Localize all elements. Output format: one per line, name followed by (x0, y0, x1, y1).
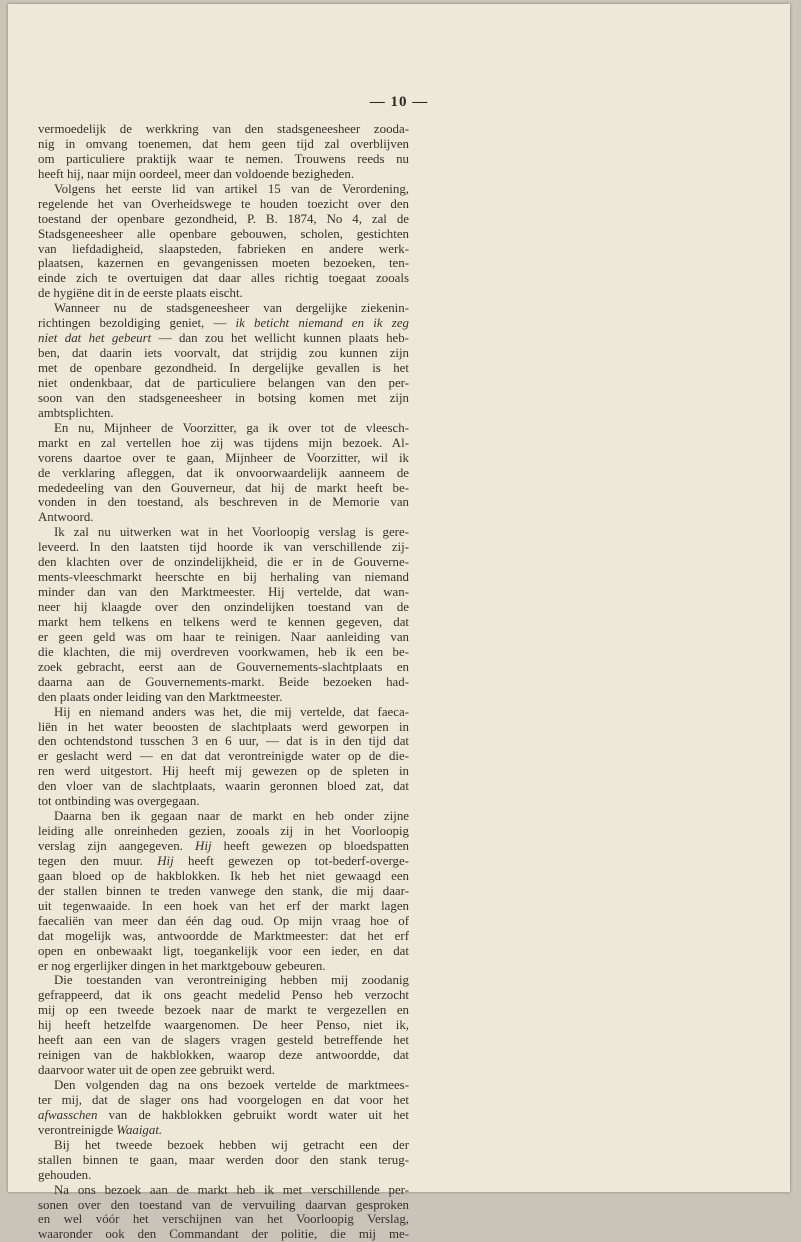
text-line (38, 1093, 409, 1108)
line-text: er geen geld was om haar te reinigen. Naar aanleiding van (38, 629, 409, 644)
line-text: tegen den muur. (38, 853, 143, 868)
line-text: mededeeling van den Gouverneur, dat hij de markt heeft be- (38, 480, 409, 495)
line-text: Ik zal nu uitwerken wat in het Voorloopig verslag is gere- (54, 525, 409, 540)
line-text: markt hem telkens en telkens werd te kennen gegeven, dat (38, 614, 409, 629)
line-text: den plaats onder leiding van den Marktmeester. (38, 689, 283, 704)
text-line (38, 899, 409, 914)
line-text: den vloer van de slachtplaats, waarin geronnen bloed zat, dat (38, 779, 409, 794)
line-text: hij heeft hetzelfde waargenomen. De heer Penso, niet ik, (38, 1018, 409, 1033)
text-line (38, 1003, 409, 1018)
line-text: om particuliere praktijk waar te nemen. Trouwens reeds nu (38, 151, 409, 166)
line-text: Die toestanden van verontreiniging hebben mij zoodanig (54, 973, 409, 988)
text-line (38, 794, 409, 809)
text-line (38, 1227, 409, 1242)
line-text: Na ons bezoek aan de markt heb ik met verschillende per- (54, 1182, 409, 1197)
line-text: en wel vóór het verschijnen van het Voorloopig Verslag, (38, 1212, 409, 1227)
line-text: Wanneer nu de stadsgeneesheer van dergelijke ziekenin- (54, 301, 409, 316)
line-text: toestand der openbare gezondheid, P. B. 1874, No 4, zal de (38, 211, 409, 226)
text-line (38, 1153, 409, 1168)
line-text: daarna aan de Gouvernements-markt. Beide bezoeken had- (38, 674, 409, 689)
emphasis-text: afwasschen (38, 1107, 98, 1122)
text-line (38, 167, 409, 182)
line-text: minder dan van den Marktmeester. Hij vertelde, dat wan- (38, 585, 409, 600)
line-text: die klachten, die mij overdreven voorkwamen, heb ik een be- (38, 644, 409, 659)
line-text: verslag zijn aangegeven. (38, 839, 183, 853)
text-line (38, 510, 409, 525)
text-line (38, 436, 409, 451)
line-text: leiding alle onreinheden gezien, zooals zij in het Voorloopig (38, 824, 409, 839)
text-line (38, 1018, 409, 1033)
line-text: ter mij, dat de slager ons had voorgelogen en dat voor het (38, 1092, 409, 1107)
body-text (38, 122, 409, 1242)
text-line (38, 495, 409, 510)
text-line (38, 152, 409, 167)
text-line (38, 1138, 409, 1153)
text-line (38, 256, 409, 271)
text-line (38, 585, 409, 600)
line-text: faecaliën van meer dan één dag oud. Op mijn vraag hoe of (38, 913, 409, 928)
text-line (38, 242, 409, 257)
text-line (38, 481, 409, 496)
line-text: de verklaring afleggen, dat ik onvoorwaardelijk aanneem de (38, 465, 409, 480)
line-text: ben, dat daarin iets voorvalt, dat strijdig zou kunnen zijn (38, 346, 409, 361)
emphasis-text: ik beticht niemand en ik zeg (235, 316, 409, 331)
text-line (38, 1123, 409, 1138)
line-text: vermoedelijk de werkkring van den stadsgeneesheer zooda- (38, 122, 409, 136)
line-text: liën in het water beoosten de slachtplaats werd geworpen in (38, 719, 409, 734)
line-text: Den volgenden dag na ons bezoek vertelde de marktmees- (54, 1078, 409, 1092)
text-line (38, 1078, 409, 1093)
line-text: vonden in den toestand, als beschreven in de Memorie van (38, 495, 409, 510)
line-text: Bij het tweede bezoek hebben wij getracht een der (54, 1137, 409, 1152)
line-text: dat mogelijk was, antwoordde de Marktmeester: dat het erf (38, 928, 409, 943)
line-text: met de openbare gezondheid. In dergelijke gevallen is het (38, 361, 409, 375)
text-line (38, 600, 409, 615)
line-text: nig in omvang toenemen, dat hem geen tijd zal overblijven (38, 136, 409, 151)
text-line (38, 1048, 409, 1063)
text-line (38, 137, 409, 152)
line-text: de hygiëne dit in de eerste plaats eischt. (38, 286, 243, 301)
emphasis-text: Hij (195, 839, 212, 853)
text-line (38, 764, 409, 779)
line-text: ments-vleeschmarkt heerschte en bij herhaling van niemand (38, 570, 409, 585)
line-text: plaatsen, kazernen en gevangenissen moeten bezoeken, ten- (38, 256, 409, 271)
text-line (38, 391, 409, 406)
text-line (38, 1063, 409, 1078)
line-text: tot ontbinding was overgegaan. (38, 794, 200, 809)
text-line (38, 182, 409, 197)
text-line (38, 1212, 409, 1227)
page-number: — 10 — (369, 94, 429, 110)
line-text: — dan zou het wellicht kunnen plaats heb- (158, 331, 409, 346)
text-line (38, 630, 409, 645)
line-text: er geslacht werd — en dat dat verontreinigde water op de die- (38, 749, 409, 764)
line-text: Stadsgeneesheer alle openbare gebouwen, scholen, gestichten (38, 226, 409, 241)
text-line (38, 869, 409, 884)
text-line (38, 959, 409, 974)
text-line (38, 749, 409, 764)
text-line (38, 122, 409, 137)
text-line (38, 540, 409, 555)
text-line (38, 1033, 409, 1048)
line-text: sonen over den toestand van de vervuiling daarvan gesproken (38, 1197, 409, 1212)
line-text: gehouden. (38, 1167, 92, 1182)
line-text: stallen binnen te gaan, maar werden door den stank terug- (38, 1152, 409, 1167)
text-line (38, 1108, 409, 1123)
text-line (38, 645, 409, 660)
line-text: Hij en niemand anders was het, die mij vertelde, dat faeca- (54, 704, 409, 719)
text-line (38, 944, 409, 959)
line-text: heeft gewezen op bloedspatten (223, 839, 409, 853)
line-text: heeft hij, naar mijn oordeel, meer dan voldoende bezigheden. (38, 166, 355, 181)
line-text: regelende het van Overheidswege te houden toezicht over den (38, 196, 409, 211)
line-text: neer hij klaagde over den onzindelijken toestand van de (38, 600, 409, 614)
line-text: van liefdadigheid, slaapsteden, fabrieken en andere werk- (38, 241, 409, 256)
line-text: van de hakblokken gebruikt wordt water uit het (108, 1107, 409, 1122)
line-text: mij op een tweede bezoek naar de markt te vergezellen en (38, 1003, 409, 1018)
line-text: ambtsplichten. (38, 405, 114, 420)
line-text: zoek gebracht, eerst aan de Gouvernements-slachtplaats en (38, 659, 409, 674)
text-line (38, 675, 409, 690)
emphasis-text: Waaigat. (116, 1122, 163, 1137)
line-text: leveerd. In den laatsten tijd hoorde ik van verschillende zij- (38, 540, 409, 555)
text-line (38, 466, 409, 481)
text-line (38, 1168, 409, 1183)
text-line (38, 615, 409, 630)
text-line (38, 884, 409, 899)
line-text: heeft aan een van de slagers vragen gesteld betreffende het (38, 1033, 409, 1048)
text-line (38, 824, 409, 839)
line-text: ren werd uitgestort. Hij heeft mij gewezen op de spleten in (38, 764, 409, 779)
line-text: Antwoord. (38, 510, 94, 525)
text-line (38, 690, 409, 705)
line-text: vorens daartoe over te gaan, Mijnheer de Voorzitter, wil ik (38, 450, 409, 465)
text-line (38, 331, 409, 346)
text-line (38, 660, 409, 675)
line-text: den klachten over de onzindelijkheid, die er in de Gouverne- (38, 555, 409, 570)
text-line (38, 705, 409, 720)
line-text: den ochtendstond tusschen 3 en 6 uur, — dat is in den tijd dat (38, 734, 409, 749)
text-line (38, 525, 409, 540)
line-text: gaan bloed op de hakblokken. Ik heb het niet gewaagd een (38, 868, 409, 883)
text-line (38, 286, 409, 301)
text-line (38, 1183, 409, 1198)
line-text: der stallen binnen te treden vanwege den stank, die mij daar- (38, 883, 409, 898)
text-line (38, 316, 409, 331)
text-line (38, 346, 409, 361)
text-line (38, 809, 409, 824)
text-line (38, 301, 409, 316)
line-text: er nog ergerlijker dingen in het marktgebouw gebeuren. (38, 958, 326, 973)
emphasis-text: Hij (157, 853, 174, 868)
line-text: open en onbewaakt ligt, toegankelijk voor een ieder, en dat (38, 943, 409, 958)
line-text: En nu, Mijnheer de Voorzitter, ga ik over tot de vleesch- (54, 420, 409, 435)
line-text: einde zich te overtuigen dat daar alles richtig toegaat zooals (38, 271, 409, 286)
text-line (38, 271, 409, 286)
line-text: Volgens het eerste lid van artikel 15 van de Verordening, (54, 181, 409, 196)
text-line (38, 839, 409, 854)
text-line (38, 914, 409, 929)
line-text: soon van den stadsgeneesheer in botsing komen met zijn (38, 390, 409, 405)
line-text: verontreinigde (38, 1122, 114, 1137)
line-text: daarvoor water uit de open zee gebruikt werd. (38, 1063, 275, 1078)
text-line (38, 854, 409, 869)
text-line (38, 734, 409, 749)
text-line (38, 988, 409, 1003)
text-line (38, 720, 409, 735)
line-text: niet ondenkbaar, dat de particuliere belangen van den per- (38, 375, 409, 390)
text-line (38, 973, 409, 988)
text-line (38, 197, 409, 212)
line-text: markt en zal vertellen hoe zij was tijdens mijn bezoek. Al- (38, 435, 409, 450)
text-line (38, 929, 409, 944)
text-line (38, 421, 409, 436)
line-text: heeft gewezen op tot-bederf-overge- (188, 853, 409, 868)
text-line (38, 227, 409, 242)
document-page (8, 4, 790, 1242)
text-line (38, 779, 409, 794)
text-line (38, 555, 409, 570)
line-text: Daarna ben ik gegaan naar de markt en heb onder zijne (54, 809, 409, 824)
line-text: reinigen van de hakblokken, waarop deze antwoordde, dat (38, 1048, 409, 1063)
line-text: gefrappeerd, dat ik ons geacht medelid Penso heb verzocht (38, 988, 409, 1003)
line-text: richtingen bezoldiging geniet, — (38, 316, 227, 331)
text-line (38, 376, 409, 391)
text-line (38, 451, 409, 466)
text-line (38, 570, 409, 585)
line-text: uit tegenwaaide. In een hoek van het erf der markt lagen (38, 898, 409, 913)
emphasis-text: niet dat het gebeurt (38, 331, 152, 346)
text-line (38, 361, 409, 376)
text-line (38, 212, 409, 227)
line-text: waaronder ook den Commandant der politie, die mij me- (38, 1227, 409, 1242)
text-line (38, 406, 409, 421)
